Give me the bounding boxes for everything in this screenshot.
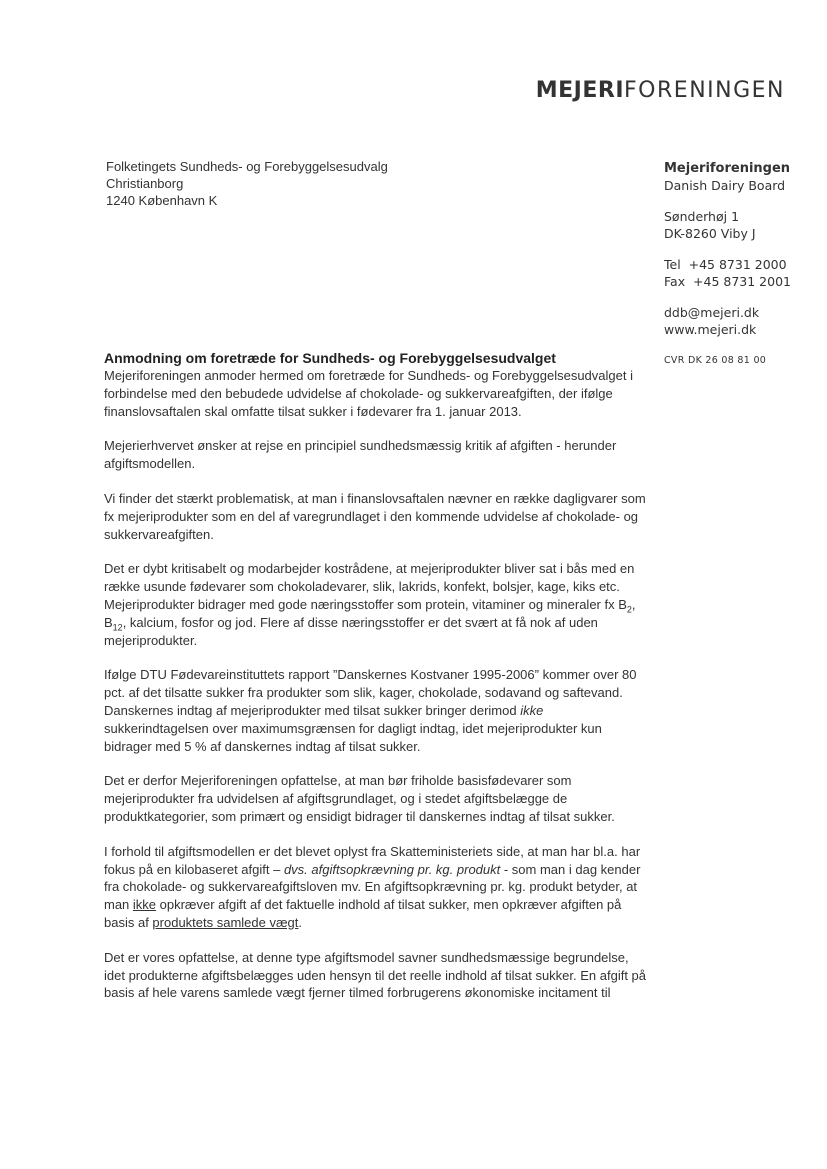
recipient-line-1: Folketingets Sundheds- og Forebyggelsesudvalg: [106, 159, 388, 174]
mejeriforeningen-logo: [536, 78, 785, 103]
paragraph-7: I forhold til afgiftsmodellen er det blevet oplyst fra Skatteministeriets side, at man har bl.a. har fokus på en kilobaseret afgift – dvs. afgiftsopkrævning pr. kg. produkt - som man i dag kender fra chokolade- og sukkervareafgiftsloven mv. En afgiftsopkrævning pr. kg. produkt betyder, at man ikke opkræver afgift af det faktuelle indhold af tilsat sukker, men opkræver afgiften på basis af produktets samlede vægt.: [104, 843, 641, 930]
recipient-address: [106, 158, 388, 209]
sender-org-en: Danish Dairy Board: [664, 178, 786, 193]
sender-email: ddb@mejeri.dk: [664, 305, 760, 320]
sender-street: Sønderhøj 1: [664, 209, 740, 224]
letter-heading: Anmodning om foretræde for Sundheds- og Forebyggelsesudvalget: [104, 350, 556, 366]
sender-org: Mejeriforeningen: [664, 161, 791, 176]
paragraph-8: Det er vores opfattelse, at denne type afgiftsmodel savner sundhedsmæssige begrundelse, idet produkterne afgiftsbelægges uden hensyn til det reelle indhold af tilsat sukker. En afgift på basis af hele varens samlede vægt fjerner tilmed forbrugerens økonomiske incitament til: [104, 949, 647, 1001]
sender-web: www.mejeri.dk: [664, 322, 757, 337]
letter-body: [104, 350, 649, 1019]
recipient-line-2: Christianborg: [106, 176, 184, 191]
logo-bold-part: MEJERI: [535, 78, 625, 103]
paragraph-2: Mejerierhvervet ønsker at rejse en principiel sundhedsmæssig kritik af afgiften - herunder afgiftsmodellen.: [104, 438, 617, 472]
logo-light-part: FORENINGEN: [624, 78, 785, 103]
recipient-line-3: 1240 København K: [106, 193, 218, 208]
paragraph-4: Det er dybt kritisabelt og modarbejder kostrådene, at mejeriprodukter bliver sat i bås med en række usunde fødevarer som chokoladevarer, slik, lakrids, konfekt, bolsjer, kage, kiks etc. Mejeriprodukter bidrager med gode næringsstoffer som protein, vitaminer og mineraler fx $B_2$, $B_{12}$, kalcium, fosfor og jod. Flere af disse næringsstoffer er det svært at få nok af uden mejeriprodukter.: [104, 561, 636, 648]
sender-block: [664, 160, 791, 369]
sender-city: DK-8260 Viby J: [664, 226, 756, 241]
sender-tel: Tel +45 8731 2000: [664, 257, 787, 272]
paragraph-1: Mejeriforeningen anmoder hermed om foretræde for Sundheds- og Forebyggelsesudvalget i forbindelse med den bebudede udvidelse af chokolade- og sukkervareafgiften, der ifølge finanslovsaftalen skal omfatte tilsat sukker i fødevarer fra 1. januar 2013.: [104, 368, 633, 419]
sender-fax: Fax +45 8731 2001: [664, 274, 791, 289]
paragraph-5: Ifølge DTU Fødevareinstituttets rapport ”Danskernes Kostvaner 1995-2006” kommer over 80 pct. af det tilsatte sukker fra produkter som slik, kager, chokolade, sodavand og saftevand. Danskernes indtag af mejeriprodukter med tilsat sukker bringer derimod ikke sukkerindtagelsen over maximumsgrænsen for dagligt indtag, idet mejeriprodukter kun bidrager med 5 % af danskernes indtag af tilsat sukker.: [104, 667, 637, 754]
sender-cvr: CVR DK 26 08 81 00: [664, 355, 767, 366]
paragraph-3: Vi finder det stærkt problematisk, at man i finanslovsaftalen nævner en række dagligvarer som fx mejeriprodukter som en del af varegrundlaget i den kommende udvidelse af chokolade- og sukkervareafgiften.: [104, 490, 646, 542]
paragraph-6: Det er derfor Mejeriforeningen opfattelse, at man bør friholde basisfødevarer som mejeriprodukter fra udvidelsen af afgiftsgrundlaget, og i stedet afgiftsbelægge de produktkategorier, som primært og ensidigt bidrager til danskernes indtag af tilsat sukker.: [104, 773, 615, 824]
